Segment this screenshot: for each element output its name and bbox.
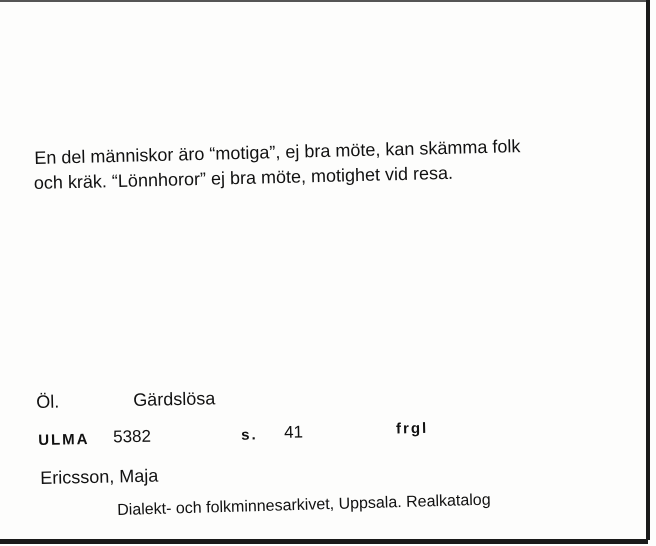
archive-number: 5382 (112, 426, 152, 447)
body-line-2: och kräk. “Lönnhoror” ej bra möte, motighet vid resa. (33, 162, 454, 194)
location-row (36, 388, 216, 413)
archive-code: ULMA (38, 430, 90, 449)
page-prefix: s. (240, 426, 258, 444)
informant-name: Ericsson, Maja (40, 465, 159, 488)
page-number: 41 (283, 422, 304, 442)
archive-footer: Dialekt- och folkminnesarkivet, Uppsala. Realkatalog (117, 491, 491, 519)
card-body-text (34, 132, 615, 196)
body-line-1: En del människor äro “motiga”, ej bra möte, kan skämma folk (34, 136, 521, 168)
card-right-edge (646, 0, 650, 540)
reference-row (38, 419, 429, 450)
card-top-edge (0, 0, 650, 2)
card-bottom-edge (0, 539, 648, 544)
parish-label: Gärdslösa (132, 388, 216, 410)
province-label: Öl. (36, 391, 60, 412)
category-code: frgl (395, 419, 429, 438)
